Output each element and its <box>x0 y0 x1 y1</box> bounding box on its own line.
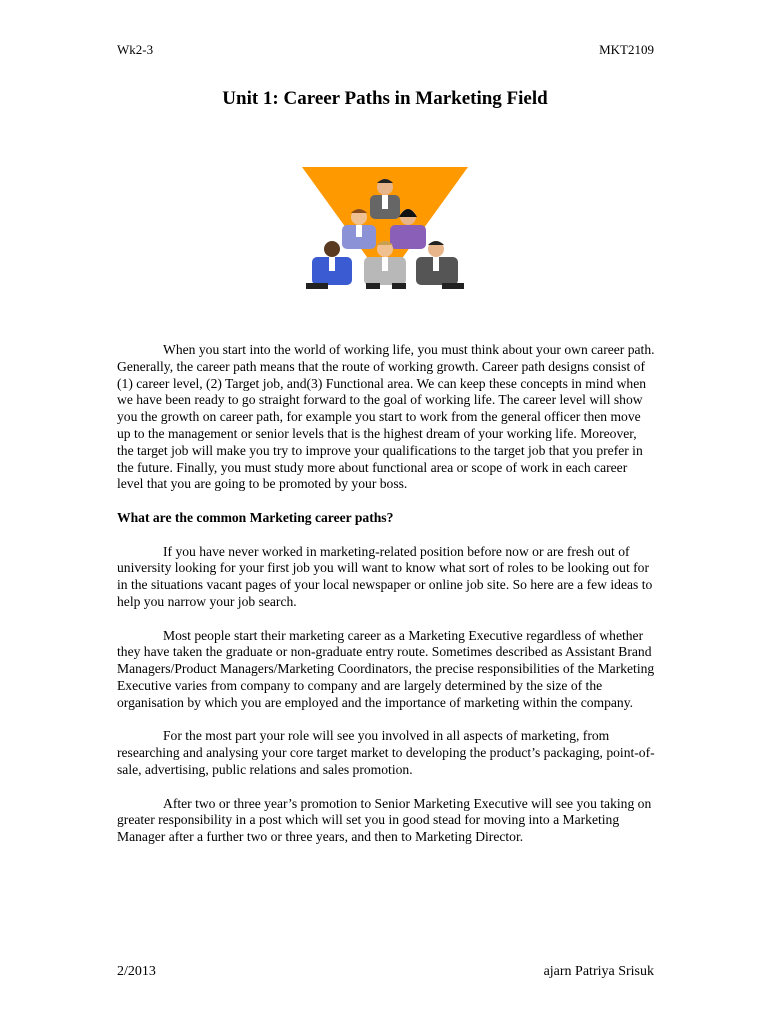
header-right: MKT2109 <box>599 42 654 57</box>
paragraph-4: After two or three year’s promotion to Senior Marketing Executive will see you taking on greater responsibility in a post which will set you in good stead for moving into a Marketing Manager after a further two or three years, and then to Marketing Director. <box>117 795 652 845</box>
footer-date: 2/2013 <box>117 964 156 979</box>
document-body <box>117 342 655 846</box>
header-left: Wk2-3 <box>117 42 154 57</box>
paragraph-1: If you have never worked in marketing-related position before now or are fresh out of university looking for your first job you will want to know what sort of roles to be looking out for in the situations vacant pages of your local newspaper or online job site. So here are a few ideas to help you narrow your job search. <box>117 543 653 609</box>
paragraph-3: For the most part your role will see you involved in all aspects of marketing, from researching and analysing your core target market to developing the product’s packaging, point-of-sale, advertising, public relations and sales promotion. <box>117 728 655 777</box>
intro-paragraph: When you start into the world of working life, you must think about your own career path. Generally, the career path means that the route of working growth. Career path designs consist of (1) career level, (2) Target job, and(3) Functional area. We can keep these concepts in mind when we have been ready to go straight forward to the goal of working life. The career level will show you the growth on career path, for example you start to work from the general officer then move up to the management or senior levels that is the highest dream of your working life. Moreover, the target job will make you try to improve your qualifications to the target job that you prefer in the future. Finally, you must study more about functional area or scope of work in each career level that you are going to be promoted by your boss. <box>117 342 655 492</box>
footer-author: ajarn Patriya Srisuk <box>543 964 654 979</box>
paragraph-2: Most people start their marketing career as a Marketing Executive regardless of whether they have taken the graduate or non-graduate entry route. Sometimes described as Assistant Brand Managers/Product Managers/Marketing Coordinators, the precise responsibilities of the Marketing Executive varies from company to company and are largely determined by the size of the organisation by which you are employed and the importance of marketing within the company. <box>117 627 655 710</box>
business-team-pyramid-icon <box>302 167 468 297</box>
section-heading: What are the common Marketing career paths? <box>117 509 394 525</box>
page-title: Unit 1: Career Paths in Marketing Field <box>222 88 548 109</box>
